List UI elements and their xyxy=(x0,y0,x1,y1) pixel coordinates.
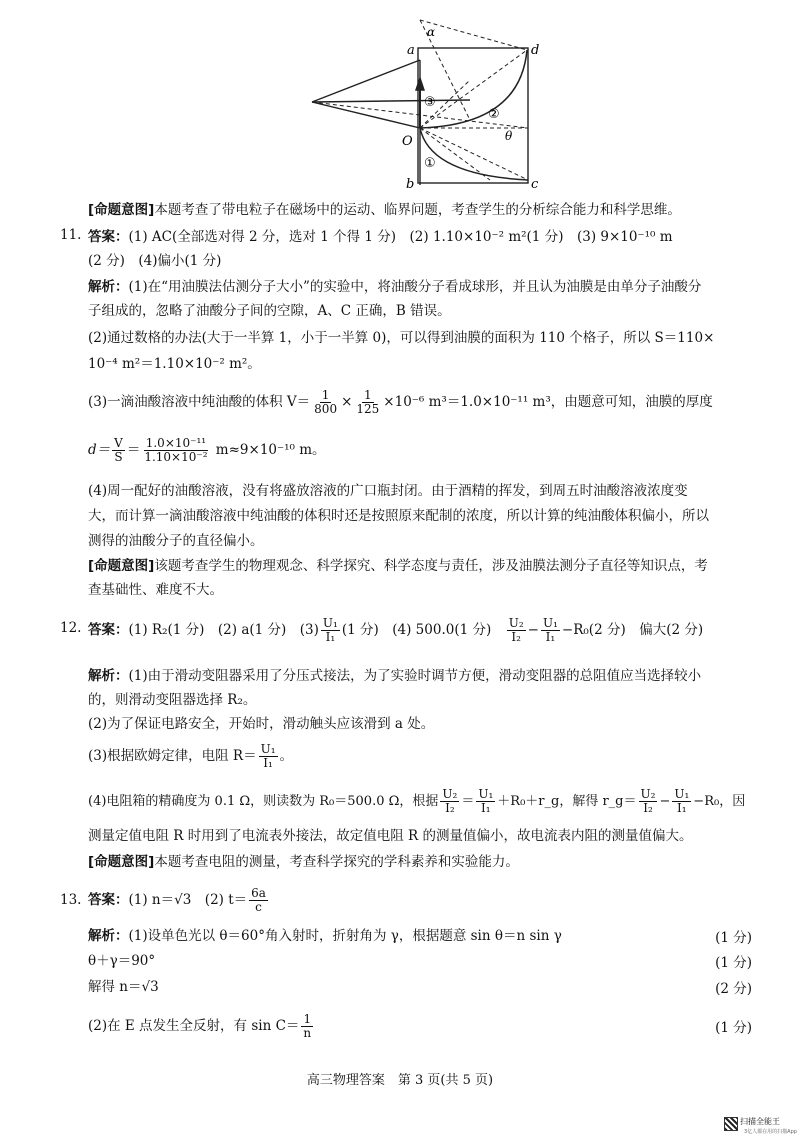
numerator: 1.0×10⁻¹¹ xyxy=(145,436,207,451)
q12-intent xyxy=(88,852,519,872)
intent-text: 本题考查电阻的测量，考查科学探究的学科素养和实验能力。 xyxy=(154,854,519,870)
analysis-text: (1)设单色光以 θ＝60°角入射时，折射角为 γ，根据题意 sin θ＝n sin γ xyxy=(128,928,562,944)
denominator: I₁ xyxy=(545,630,556,644)
analysis-label: 解析： xyxy=(88,668,129,684)
text: (4)电阻箱的精确度为 0.1 Ω，则读数为 R₀＝500.0 Ω，根据 xyxy=(88,794,439,809)
label-O: O xyxy=(402,134,413,149)
score-3: (2 分) xyxy=(715,981,752,997)
analysis-label: 解析： xyxy=(88,279,129,295)
q12-number: 12. xyxy=(60,620,82,636)
denominator: c xyxy=(255,900,262,914)
operator: − xyxy=(527,622,539,638)
text: m≈9×10⁻¹⁰ m。 xyxy=(211,442,326,458)
denominator: 800 xyxy=(314,402,338,416)
q13-analysis-4 xyxy=(88,1008,315,1044)
score-4: (1 分) xyxy=(715,1020,752,1036)
denominator: n xyxy=(303,1026,312,1040)
label-path-1: ① xyxy=(424,156,436,171)
answer-label: 答案： xyxy=(88,229,129,245)
denominator: 125 xyxy=(356,402,380,416)
denominator: S xyxy=(114,450,123,464)
intent-tag: [命题意图] xyxy=(88,558,155,574)
numerator: 1 xyxy=(364,388,372,403)
text: −R₀，因 xyxy=(693,794,746,809)
analysis-text: (1)在“用油膜法估测分子大小”的实验中，将油酸分子看成球形，并且认为油膜是由单分子油酸分 xyxy=(128,279,702,295)
fraction xyxy=(354,389,381,415)
operator: ＝ xyxy=(126,442,141,458)
text: d＝ xyxy=(88,442,111,458)
numerator: 6a xyxy=(251,886,266,901)
q13-number: 13. xyxy=(60,892,82,908)
numerator: V xyxy=(114,436,123,451)
intent-text: 本题考查了带电粒子在磁场中的运动、临界问题，考查学生的分析综合能力和科学思维。 xyxy=(154,202,681,218)
label-d: d xyxy=(531,43,540,58)
q11-analysis-2: 子组成的，忽略了油酸分子间的空隙，A、C 正确，B 错误。 xyxy=(88,303,451,319)
label-alpha: α xyxy=(427,25,436,39)
operator: ＝ xyxy=(461,794,475,809)
text: 。 xyxy=(279,748,294,764)
q11-intent-1 xyxy=(88,556,708,576)
answer-label: 答案： xyxy=(88,622,129,638)
q11-analysis-6 xyxy=(88,432,326,468)
scanner-brand-sub: 3亿人都在用的扫描App xyxy=(744,1129,797,1135)
fraction xyxy=(639,788,658,814)
label-a: a xyxy=(407,43,415,58)
numerator: 1 xyxy=(321,388,330,403)
denominator: I₁ xyxy=(677,801,687,815)
fraction xyxy=(312,389,339,415)
q11-analysis-9: 测得的油酸分子的直径偏小。 xyxy=(88,533,264,549)
q11-analysis-3: (2)通过数格的办法(大于一半算 1，小于一半算 0)，可以得到油膜的面积为 110 个格子，所以 S＝110× xyxy=(88,330,715,346)
denominator: I₂ xyxy=(511,630,521,644)
q11-analysis-5 xyxy=(88,384,713,420)
q11-number: 11. xyxy=(60,227,82,243)
fraction xyxy=(541,617,560,643)
answer-text: (1) AC(全部选对得 2 分，选对 1 个得 1 分) (2) 1.10×10⁻² m²(1 分) (3) 9×10⁻¹⁰ m xyxy=(128,229,673,245)
fraction xyxy=(507,617,526,643)
q11-analysis-8: 大，而计算一滴油酸溶液中纯油酸的体积时还是按照原来配制的浓度，所以计算的纯油酸体积偏小，所以 xyxy=(88,508,709,524)
text: ＋R₀＋r_g，解得 r_g＝ xyxy=(497,794,637,809)
q13-analysis-2: θ＋γ＝90° xyxy=(88,953,156,969)
analysis-label: 解析： xyxy=(88,928,129,944)
text: (3)一滴油酸溶液中纯油酸的体积 V＝ xyxy=(88,394,311,410)
denominator: I₁ xyxy=(325,630,336,644)
q13-answer xyxy=(88,882,270,918)
q12-analysis-4 xyxy=(88,738,293,774)
numerator: U₂ xyxy=(508,616,524,631)
fraction xyxy=(249,887,268,913)
q11-intent-2: 查基础性、难度不大。 xyxy=(88,582,223,598)
text: (1) n＝√3 (2) t＝ xyxy=(128,892,248,908)
score-2: (1 分) xyxy=(715,955,752,971)
geometry-figure xyxy=(300,8,560,193)
q11-analysis-4: 10⁻⁴ m²＝1.10×10⁻² m²。 xyxy=(88,356,261,372)
q11-answer-line-2: (2 分) (4)偏小(1 分) xyxy=(88,253,222,269)
q11-analysis-1 xyxy=(88,277,701,297)
answer-label: 答案： xyxy=(88,892,129,908)
numerator: U₁ xyxy=(674,787,690,802)
label-b: b xyxy=(406,177,415,192)
fraction xyxy=(112,437,125,463)
text: −R₀(2 分) 偏大(2 分) xyxy=(561,622,704,638)
fraction xyxy=(440,788,459,814)
label-theta: θ xyxy=(505,129,513,143)
numerator: U₂ xyxy=(640,787,656,802)
numerator: U₁ xyxy=(260,742,276,757)
denominator: 1.10×10⁻² xyxy=(144,450,208,464)
fraction xyxy=(321,617,340,643)
denominator: I₂ xyxy=(445,801,455,815)
q12-analysis-6: 测量定值电阻 R 时用到了电流表外接法，故定值电阻 R 的测量值偏小，故电流表内阻的测量值偏大。 xyxy=(88,828,693,844)
q13-analysis-1 xyxy=(88,926,562,946)
denominator: I₂ xyxy=(643,801,653,815)
fraction xyxy=(142,437,209,463)
operator: − xyxy=(659,794,671,809)
qr-code-icon xyxy=(724,1117,738,1131)
intent-tag: [命题意图] xyxy=(88,854,155,870)
denominator: I₁ xyxy=(263,756,273,770)
q10-intent xyxy=(88,200,681,220)
label-path-2: ② xyxy=(488,107,500,122)
q12-analysis-2: 的，则滑动变阻器选择 R₂。 xyxy=(88,692,257,708)
label-path-3: ③ xyxy=(424,95,436,110)
label-c: c xyxy=(531,177,539,192)
q11-analysis-7: (4)周一配好的油酸溶液，没有将盛放溶液的广口瓶封闭。由于酒精的挥发，到周五时油酸溶液浓度变 xyxy=(88,483,688,499)
text: ×10⁻⁶ m³＝1.0×10⁻¹¹ m³，由题意可知，油膜的厚度 xyxy=(383,394,713,410)
text: (2)在 E 点发生全反射，有 sin C＝ xyxy=(88,1018,300,1034)
fraction xyxy=(259,743,278,769)
fraction xyxy=(301,1013,313,1039)
q12-analysis-5 xyxy=(88,784,745,820)
numerator: U₁ xyxy=(542,616,558,631)
analysis-text: (1)由于滑动变阻器采用了分压式接法，为了实验时调节方便，滑动变阻器的总阻值应当选择较小 xyxy=(128,668,702,684)
intent-text: 该题考查学生的物理观念、科学探究、科学态度与责任，涉及油膜法测分子直径等知识点，考 xyxy=(154,558,708,574)
fraction xyxy=(476,788,495,814)
text: (3)根据欧姆定律，电阻 R＝ xyxy=(88,748,257,764)
q13-analysis-3: 解得 n＝√3 xyxy=(88,979,159,995)
numerator: U₁ xyxy=(322,616,338,631)
denominator: I₁ xyxy=(481,801,491,815)
scanner-brand: 扫描全能王 xyxy=(740,1117,780,1126)
numerator: U₁ xyxy=(478,787,494,802)
q12-answer xyxy=(88,612,703,648)
numerator: 1 xyxy=(303,1012,312,1027)
text: (1 分) (4) 500.0(1 分) xyxy=(341,622,505,638)
numerator: U₂ xyxy=(442,787,458,802)
fraction xyxy=(672,788,691,814)
text: (1) R₂(1 分) (2) a(1 分) (3) xyxy=(128,622,319,638)
q12-analysis-3: (2)为了保证电路安全，开始时，滑动触头应该滑到 a 处。 xyxy=(88,716,435,732)
page-footer: 高三物理答案 第 3 页(共 5 页) xyxy=(306,1073,494,1088)
operator: × xyxy=(341,394,353,410)
q11-answer-line-1 xyxy=(88,227,673,247)
intent-tag: [命题意图] xyxy=(88,202,155,218)
score-1: (1 分) xyxy=(715,930,752,946)
q12-analysis-1 xyxy=(88,666,701,686)
